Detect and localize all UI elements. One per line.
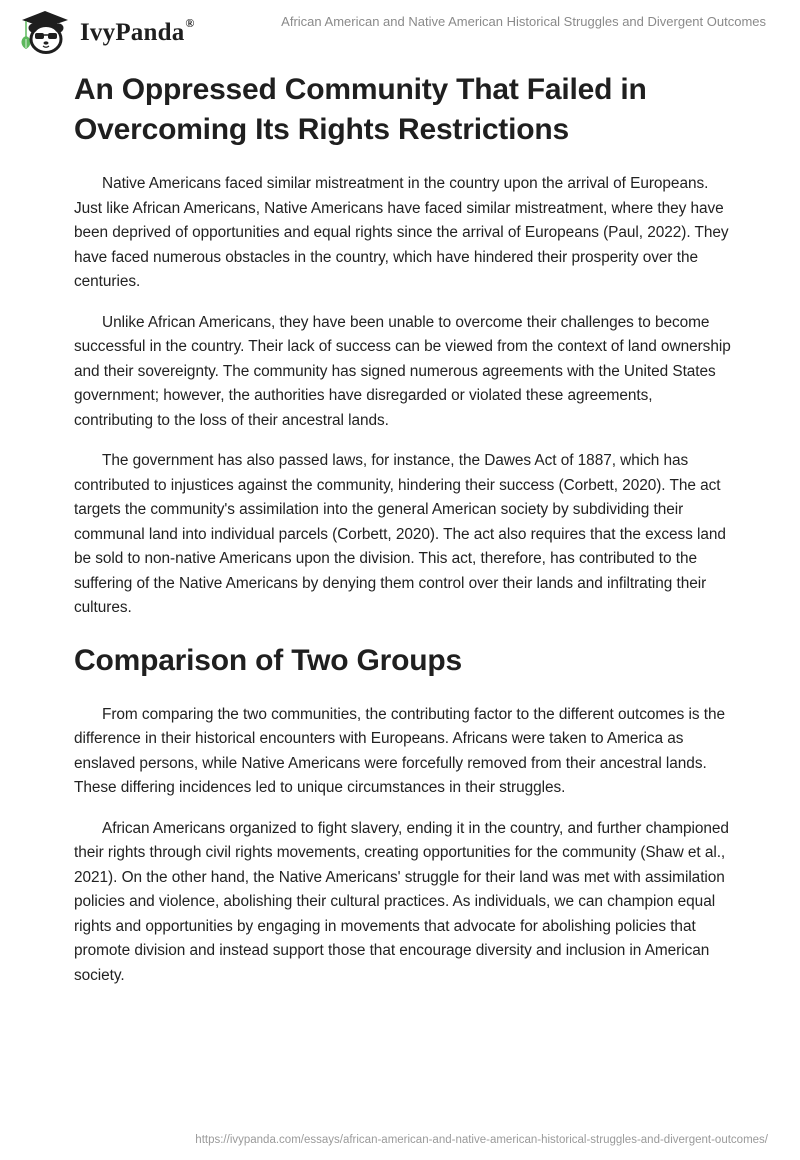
brand-name: IvyPanda® — [80, 16, 195, 46]
paragraph: Native Americans faced similar mistreatment in the country upon the arrival of Europeans. Just like African Americans, Native Americans have faced similar mistreatment, where they have been deprived of opportunities and equal rights since the arrival of Europeans (Paul, 2022). They have faced numerous obstacles in the country, which have hindered their prosperity over the centuries. — [74, 175, 729, 290]
section-heading: An Oppressed Community That Failed in Overcoming Its Rights Restrictions — [74, 73, 647, 146]
paragraph: From comparing the two communities, the contributing factor to the different outcomes is the difference in their historical encounters with Europeans. Africans were taken to America as enslaved persons, while Native Americans were forcefully removed from their ancestral lands. These differing incidences led to unique circumstances in their struggles. — [74, 705, 726, 796]
section-comparison — [74, 641, 734, 989]
paragraph: African Americans organized to fight slavery, ending it in the country, and further championed their rights through civil rights movements, creating opportunities for the community (Shaw et al., 2021). On the other hand, the Native Americans' struggle for their land was met with assimilation policies and violence, abolishing their cultural practices. As individuals, we can champion equal rights and opportunities by engaging in movements that advocate for abolishing policies that promote division and instead support those that encourage diversity and inclusion in American society. — [74, 819, 729, 984]
article-body — [74, 70, 734, 988]
section-heading: Comparison of Two Groups — [74, 643, 462, 677]
registered-mark: ® — [185, 16, 195, 30]
source-url[interactable]: https://ivypanda.com/essays/african-american-and-native-american-historical-struggles-and-divergent-outcomes/ — [195, 1134, 768, 1146]
panda-graduation-cap-icon — [14, 8, 76, 54]
section-oppressed-community — [74, 70, 734, 621]
paragraph: The government has also passed laws, for instance, the Dawes Act of 1887, which has contributed to injustices against the community, hindering their success (Corbett, 2020). The act targets the community's assimilation into the general American society by subdividing their communal land into individual parcels (Corbett, 2020). The act also requires that the excess land be sold to non-native Americans upon the division. This act, therefore, has contributed to the suffering of the Native Americans by denying them control over their lands and infiltrating their cultures. — [74, 452, 726, 616]
document-title: African American and Native American Historical Struggles and Divergent Outcomes — [281, 14, 766, 29]
ivypanda-logo[interactable] — [14, 8, 195, 54]
paragraph: Unlike African Americans, they have been unable to overcome their challenges to become successful in the country. Their lack of success can be viewed from the context of land ownership and their sovereignty. The community has signed numerous agreements with the United States government; however, the authorities have disregarded or violated these agreements, contributing to the loss of their ancestral lands. — [74, 313, 731, 429]
page-header — [0, 0, 800, 56]
